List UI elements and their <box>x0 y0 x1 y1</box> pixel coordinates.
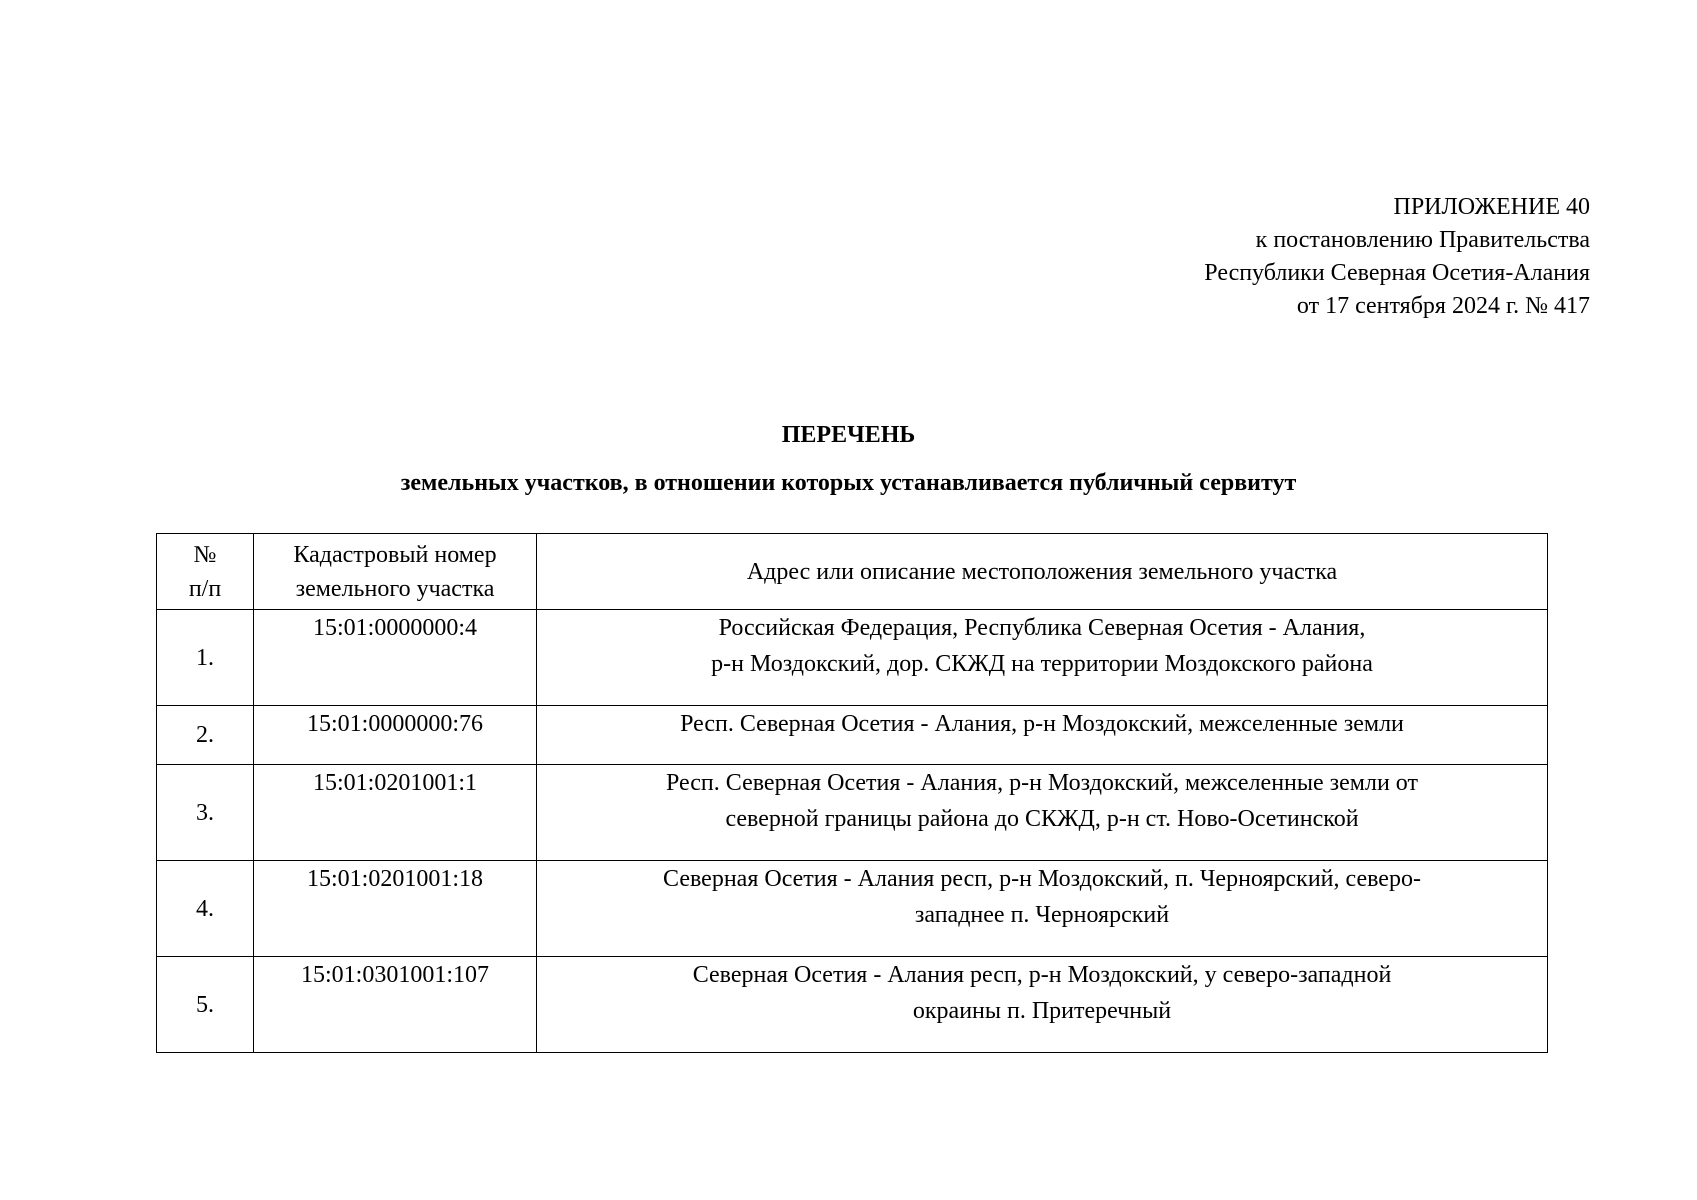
row-address <box>537 861 1548 957</box>
table-row <box>157 706 1548 765</box>
row-number: 1. <box>157 610 254 706</box>
row-address <box>537 610 1548 706</box>
table-row <box>157 861 1548 957</box>
row-address-line1: Северная Осетия - Алания респ, р-н Моздокский, у северо-западной <box>692 962 1392 988</box>
document-subtitle: земельных участков, в отношении которых устанавливается публичный сервитут <box>400 470 1297 496</box>
row-cadastral-number: 15:01:0000000:4 <box>254 610 537 706</box>
header-address: Адрес или описание местоположения земельного участка <box>537 534 1548 610</box>
row-address <box>537 765 1548 861</box>
table-row <box>157 957 1548 1053</box>
appendix-government-name: Республики Северная Осетия-Алания <box>1204 260 1590 286</box>
document-title: ПЕРЕЧЕНЬ <box>781 422 916 448</box>
row-cadastral-number: 15:01:0000000:76 <box>254 706 537 765</box>
row-cadastral-number: 15:01:0301001:107 <box>254 957 537 1053</box>
header-number-line2: п/п <box>188 575 222 602</box>
table-row <box>157 765 1548 861</box>
header-cadastral-line2: земельного участка <box>295 575 495 602</box>
row-address <box>537 706 1548 765</box>
row-address-line1: Респ. Северная Осетия - Алания, р-н Моздокский, межселенные земли от <box>666 770 1418 796</box>
appendix-resolution-ref: к постановлению Правительства <box>1255 227 1590 253</box>
row-address-line2: окраины п. Притеречный <box>912 998 1172 1024</box>
table-header-row <box>157 534 1548 610</box>
row-address-line1: Респ. Северная Осетия - Алания, р-н Моздокский, межселенные земли <box>680 711 1404 737</box>
row-number: 4. <box>157 861 254 957</box>
row-number: 5. <box>157 957 254 1053</box>
appendix-date-number: от 17 сентября 2024 г. № 417 <box>1296 293 1590 319</box>
row-address-line2: р-н Моздокский, дор. СКЖД на территории Моздокского района <box>711 651 1373 677</box>
land-plots-table <box>156 533 1548 1053</box>
row-number: 3. <box>157 765 254 861</box>
header-number <box>157 534 254 610</box>
row-address <box>537 957 1548 1053</box>
header-number-line1: № <box>193 541 217 568</box>
row-cadastral-number: 15:01:0201001:18 <box>254 861 537 957</box>
row-cadastral-number: 15:01:0201001:1 <box>254 765 537 861</box>
header-cadastral <box>254 534 537 610</box>
appendix-header <box>1204 191 1590 323</box>
row-address-line1: Северная Осетия - Алания респ, р-н Моздокский, п. Черноярский, северо- <box>663 866 1421 892</box>
row-address-line2: западнее п. Черноярский <box>914 902 1170 928</box>
appendix-number: ПРИЛОЖЕНИЕ 40 <box>1393 194 1590 220</box>
row-address-line1: Российская Федерация, Республика Северная Осетия - Алания, <box>718 615 1366 641</box>
header-cadastral-line1: Кадастровый номер <box>293 541 497 568</box>
row-address-line2: северной границы района до СКЖД, р-н ст. Ново-Осетинской <box>725 806 1359 832</box>
table-row <box>157 610 1548 706</box>
row-number: 2. <box>157 706 254 765</box>
